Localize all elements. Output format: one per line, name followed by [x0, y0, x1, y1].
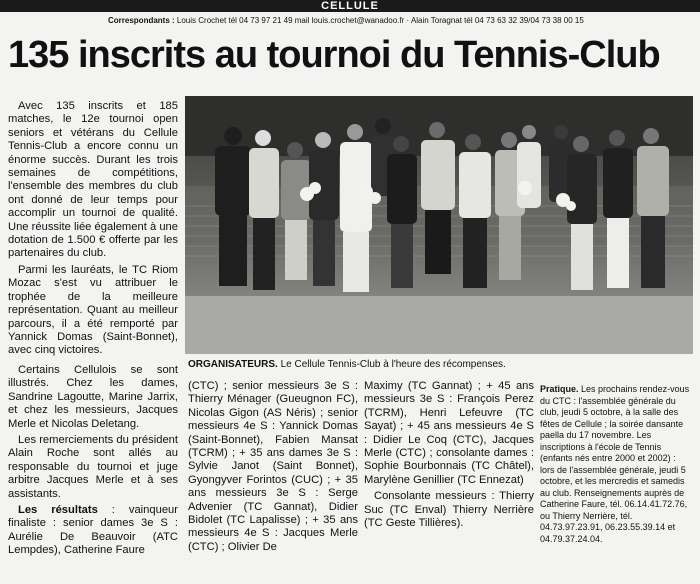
- practical-text: Les prochains rendez-vous du CTC : l'assemblée générale du club, jeudi 5 octobre, à la salle des fêtes de Cellule ; la soirée dansante paella du 17 novembre. Les inscriptions à l'école de Tennis (enfants nés entre 2000 et 2002) : lors de l'assemblée générale, jeudi 5 octobre, et les mercredis et samedis au club. Renseignements auprès de Catherine Faure, tél. 06.14.41.72.76, ou Thierry Nerrière, tél. 04.73.97.23.91, 06.23.55.39.14 et 04.79.37.24.04.: [540, 384, 690, 544]
- headline: 135 inscrits au tournoi du Tennis-Club: [8, 34, 660, 76]
- left-bottom-paragraph-1: Certains Cellulois se sont illustrés. Chez les dames, Sandrine Lagoutte, Marine Jarrix, et chez les messieurs, Jacques Merle et Nicolas Deletang.: [8, 364, 178, 430]
- team-photo: [185, 96, 693, 354]
- caption-text: Le Cellule Tennis-Club à l'heure des récompenses.: [280, 359, 506, 370]
- left-bottom-paragraph-2: Les remerciements du président Alain Roche sont allés au responsable du tournoi et juge arbitre Jacques Merle et à ses assistants.: [8, 434, 178, 500]
- section-title: CELLULE: [321, 0, 379, 12]
- middle-column-1-text: (CTC) ; senior messieurs 3e S : Thierry Ménager (Gueugnon FC), Nicolas Gigon (AS Néris) ; senior messieurs 4e S : Yannick Domas (Saint-Bonnet), Fabien Mansat (TCRM) ; + 35 ans dames 3e S : Sylvie Janot (Saint Bonnet), Gyongyver Forintos (CUC) ; + 35 ans messieurs 3e S : Serge Advenier (TC Gannat), Didier Bidolet (TC Lapalisse) ; + 35 ans messieurs 4e S : Jacques Merle (CTC) ; Olivier De: [188, 380, 358, 553]
- middle-column-1: [188, 380, 358, 580]
- team-photo-illustration: [185, 96, 693, 354]
- intro-paragraph-2: Parmi les lauréats, le TC Riom Mozac s'est vu attribuer le trophée de la meilleure représentation. Quant au meilleur parcours, il a été remporté par Yannick Domas (Saint-Bonnet), avec cinq victoires.: [8, 263, 178, 357]
- practical-info-column: [540, 384, 692, 580]
- results-text: : vainqueur finaliste : senior dames 3e S : Aurélie De Beauvoir (ATC Lempdes), Catherine Faure: [8, 504, 178, 557]
- correspondents-text: Louis Crochet tél 04 73 97 21 49 mail louis.crochet@wanadoo.fr · Alain Toragnat tél 04 73 63 32 39/04 73 38 00 15: [176, 16, 584, 25]
- intro-paragraph-1: Avec 135 inscrits et 185 matches, le 12e tournoi open seniors et vétérans du Cellule Tennis-Club a encore connu un énorme succès. Durant les trois semaines de compétitions, l'ensemble des membres du club ont donné de leur temps pour accomplir un tournoi de qualité. Une réussite liée également à une dotation de 1.500 € offerte par les partenaires du club.: [8, 100, 178, 260]
- caption-label: ORGANISATEURS.: [188, 359, 278, 370]
- left-bottom-column: [8, 364, 178, 579]
- middle-column-2-paragraph-2: Consolante messieurs : Thierry Suc (TC Enval) Thierry Nerrière (TC Geste Tillières).: [364, 490, 534, 530]
- intro-column: [8, 100, 178, 376]
- photo-caption: [188, 358, 693, 372]
- practical-label: Pratique.: [540, 384, 579, 394]
- middle-column-2: [364, 380, 534, 580]
- results-label: Les résultats: [18, 504, 98, 517]
- correspondents-label: Correspondants :: [108, 16, 175, 25]
- correspondents-line: [108, 16, 668, 26]
- middle-column-2-text: Maximy (TC Gannat) ; + 45 ans messieurs 3e S : François Perez (TCRM), Henri Lefeuvre (TC Sayat) ; + 45 ans messieurs 4e S : Didier Le Coq (CTC), Jacques Merle (CTC) ; consolante dames : Sophie Bourbonnais (TC Châtel), Marylène Genillier (TC Ennezat): [364, 380, 534, 486]
- results-paragraph: [8, 504, 178, 558]
